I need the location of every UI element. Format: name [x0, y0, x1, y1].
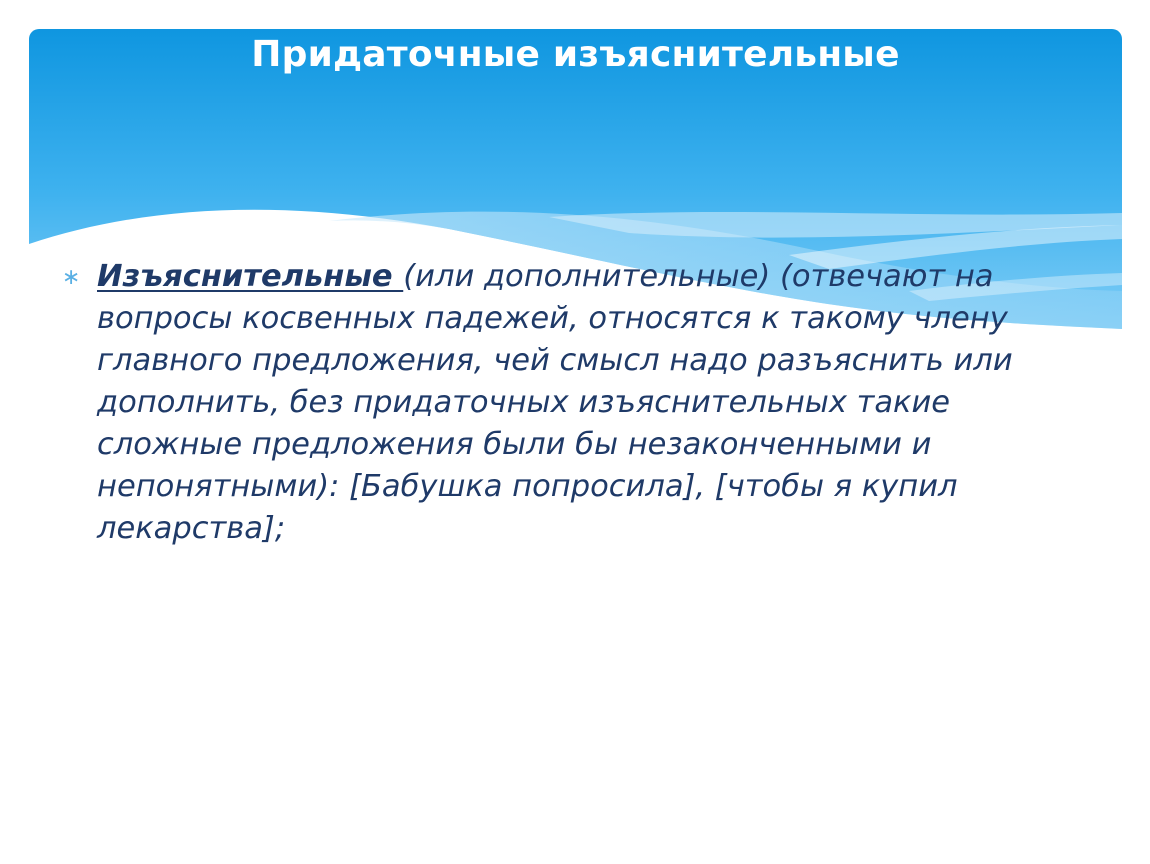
- content-list: [62, 256, 1052, 550]
- asterisk-bullet-icon: ∗: [62, 265, 81, 290]
- list-item: [62, 256, 1052, 550]
- bullet-text: (или дополнительные) (отвечают на вопросы косвенных падежей, относятся к такому члену главного предложения, чей смысл надо разъяснить или дополнить, без придаточных изъяснительных такие сложные предложения были бы незаконченными и непонятными): [Бабушка попросила], [чтобы я купил лекарства];: [97, 259, 1013, 546]
- term-label: Изъяснительные: [97, 259, 404, 294]
- slide-title: Придаточные изъяснительные: [251, 34, 900, 75]
